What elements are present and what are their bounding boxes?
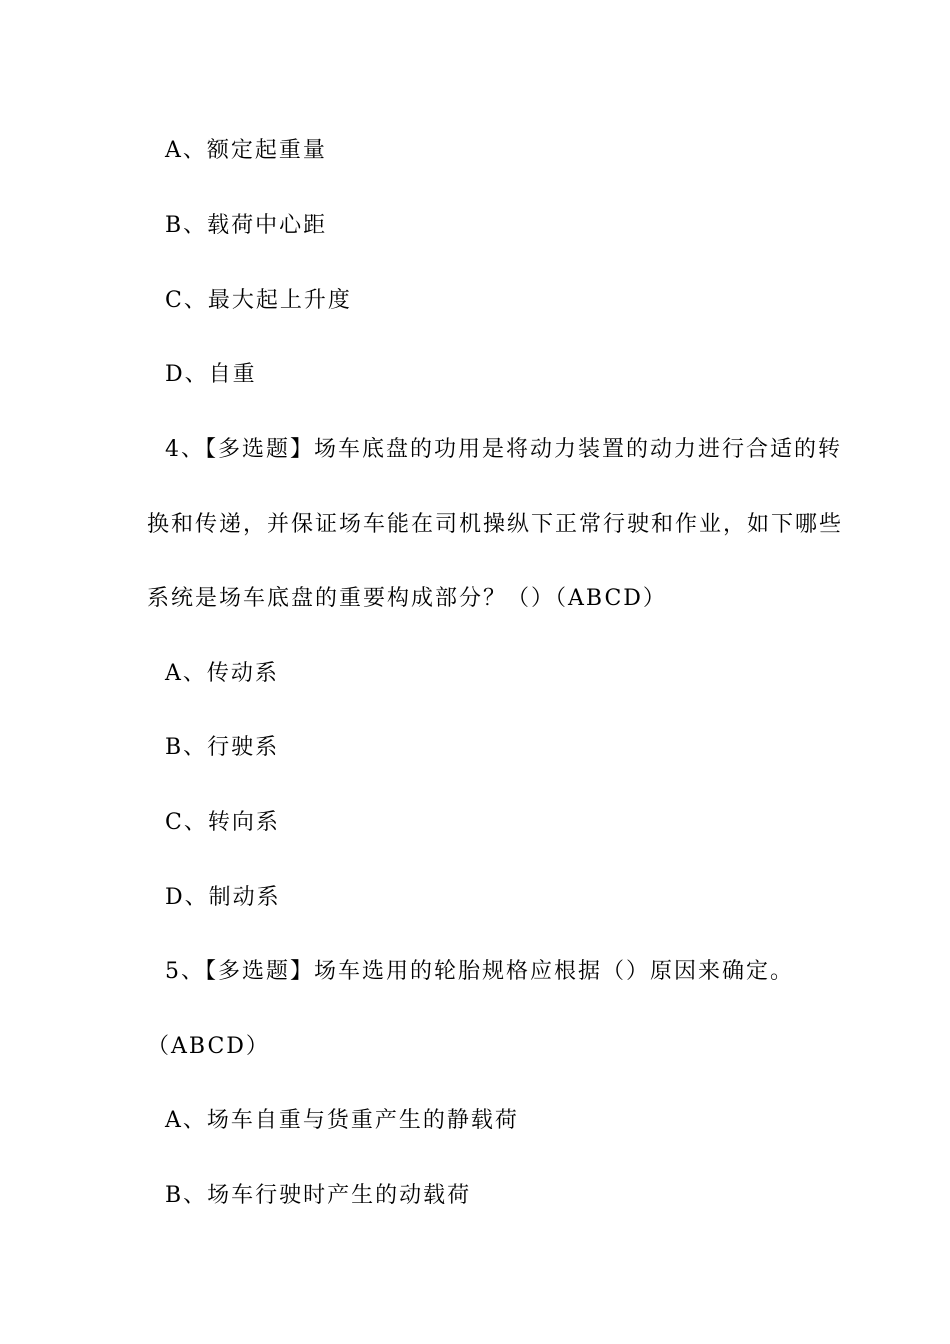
q3-option-d: D、自重	[165, 362, 257, 387]
q4-stem-line-2: 换和传递，并保证场车能在司机操纵下正常行驶和作业，如下哪些	[147, 512, 844, 537]
q5-option-a: A、场车自重与货重产生的静载荷	[165, 1108, 519, 1133]
q5-stem-line-1: 5、【多选题】场车选用的轮胎规格应根据（）原因来确定。	[165, 959, 794, 984]
q4-option-a: A、传动系	[165, 661, 279, 686]
q3-option-a: A、额定起重量	[165, 138, 327, 163]
q4-stem-line-3: 系统是场车底盘的重要构成部分？（）（ABCD）	[147, 586, 667, 611]
q4-stem-line-1: 4、【多选题】场车底盘的功用是将动力装置的动力进行合适的转	[165, 437, 842, 462]
q5-stem-line-2: （ABCD）	[147, 1034, 270, 1059]
q5-option-b: B、场车行驶时产生的动载荷	[165, 1183, 472, 1208]
q4-option-c: C、转向系	[165, 810, 280, 835]
q4-option-d: D、制动系	[165, 885, 281, 910]
q3-option-b: B、载荷中心距	[165, 213, 328, 238]
q4-option-b: B、行驶系	[165, 735, 280, 760]
q3-option-c: C、最大起上升度	[165, 288, 352, 313]
